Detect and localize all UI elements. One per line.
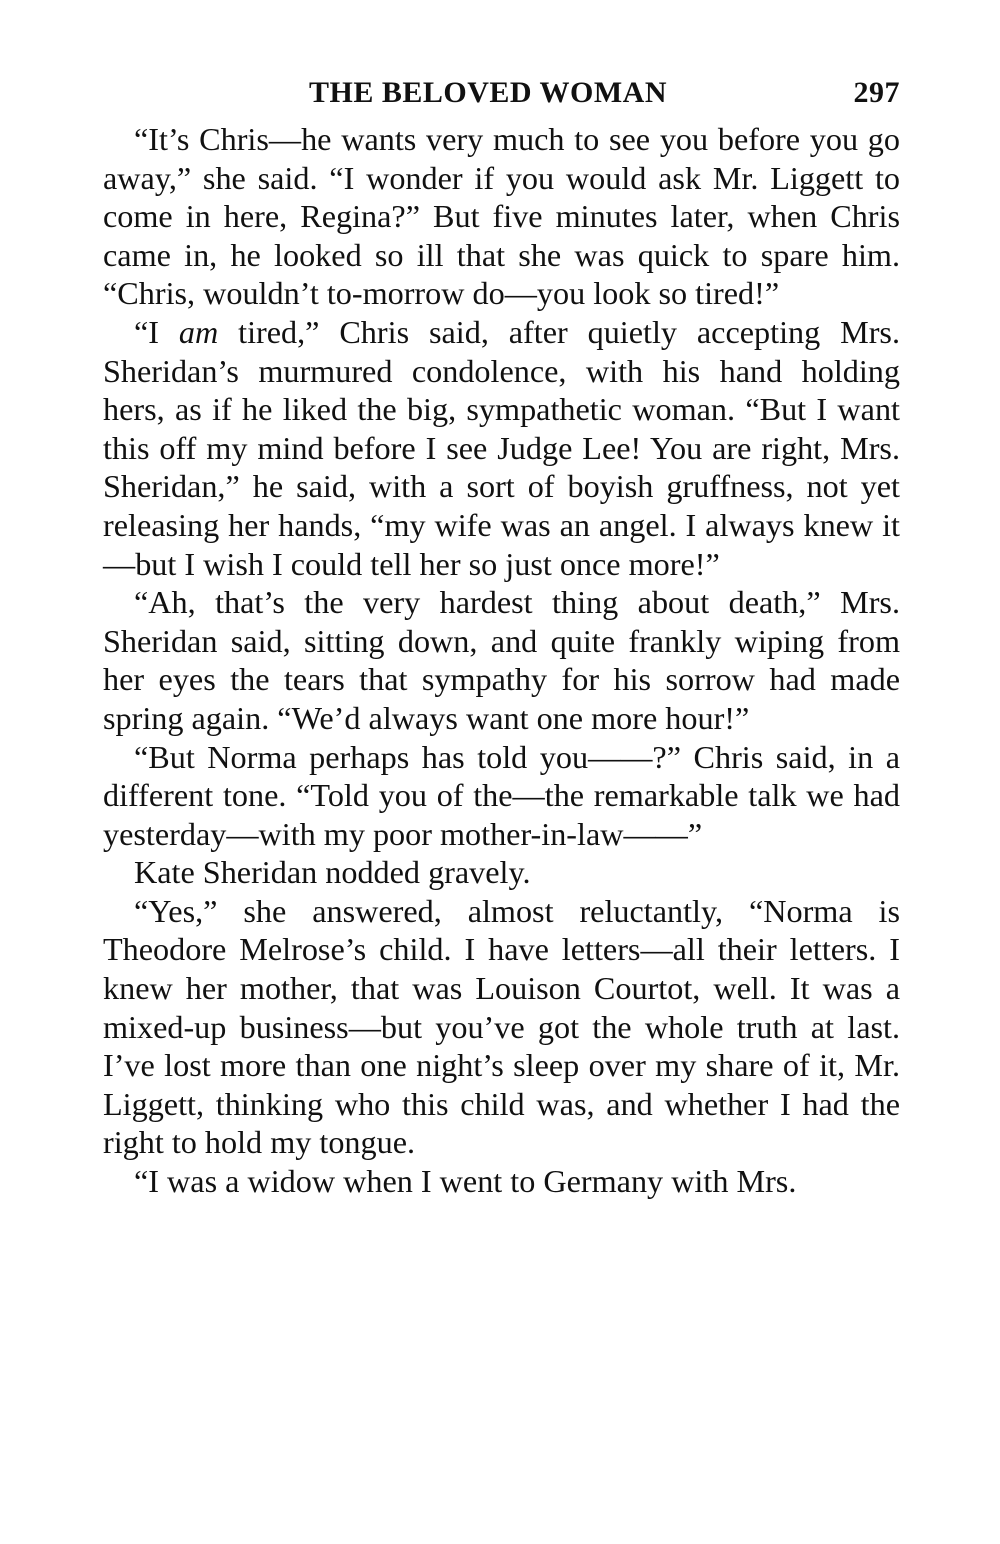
running-title: THE BELOVED WOMAN bbox=[309, 76, 667, 109]
page-number: 297 bbox=[853, 76, 900, 109]
paragraph bbox=[103, 738, 900, 854]
paragraph bbox=[103, 892, 900, 1162]
text-segment: tired,” Chris said, after quietly accepting Mrs. Sheridan’s murmured condolence, with his hand holding hers, as if he liked the big, sympathetic woman. “But I want this off my mind before I see Judge Lee! You are right, Mrs. Sheridan,” he said, with a sort of boyish gruffness, not yet releasing her hands, “my wife was an angel. I always knew it—but I wish I could tell her so just once more!” bbox=[103, 313, 900, 582]
text-segment: “It’s Chris—he wants very much to see you before you go away,” she said. “I wonder if you would ask Mr. Liggett to come in here, Regina?” But five minutes later, when Chris came in, he looked so ill that she was quick to spare him. “Chris, wouldn’t to-morrow do—you look so tired!” bbox=[103, 121, 900, 312]
paragraph bbox=[103, 853, 900, 892]
text-segment: “I was a widow when I went to Germany with Mrs. bbox=[134, 1163, 797, 1200]
book-page bbox=[103, 72, 900, 1201]
paragraph bbox=[103, 313, 900, 583]
body-text bbox=[103, 120, 900, 1201]
text-segment: “I bbox=[134, 313, 179, 350]
text-segment: “But Norma perhaps has told you——?” Chris said, in a different tone. “Told you of the—the remarkable talk we had yesterday—with my poor mother-in-law——” bbox=[103, 738, 900, 852]
text-segment: “Yes,” she answered, almost reluctantly, “Norma is Theodore Melrose’s child. I have letters—all their letters. I knew her mother, that was Louison Courtot, well. It was a mixed-up business—but you’ve got the whole truth at last. I’ve lost more than one night’s sleep over my share of it, Mr. Liggett, thinking who this child was, and whether I had the right to hold my tongue. bbox=[103, 892, 900, 1161]
paragraph bbox=[103, 583, 900, 737]
emphasized-text: am bbox=[178, 313, 219, 350]
running-head bbox=[103, 72, 900, 120]
text-segment: Kate Sheridan nodded gravely. bbox=[134, 854, 531, 891]
text-segment: “Ah, that’s the very hardest thing about death,” Mrs. Sheridan said, sitting down, and quite frankly wiping from her eyes the tears that sympathy for his sorrow had made spring again. “We’d always want one more hour!” bbox=[103, 584, 900, 736]
paragraph bbox=[103, 1162, 900, 1201]
paragraph bbox=[103, 120, 900, 313]
